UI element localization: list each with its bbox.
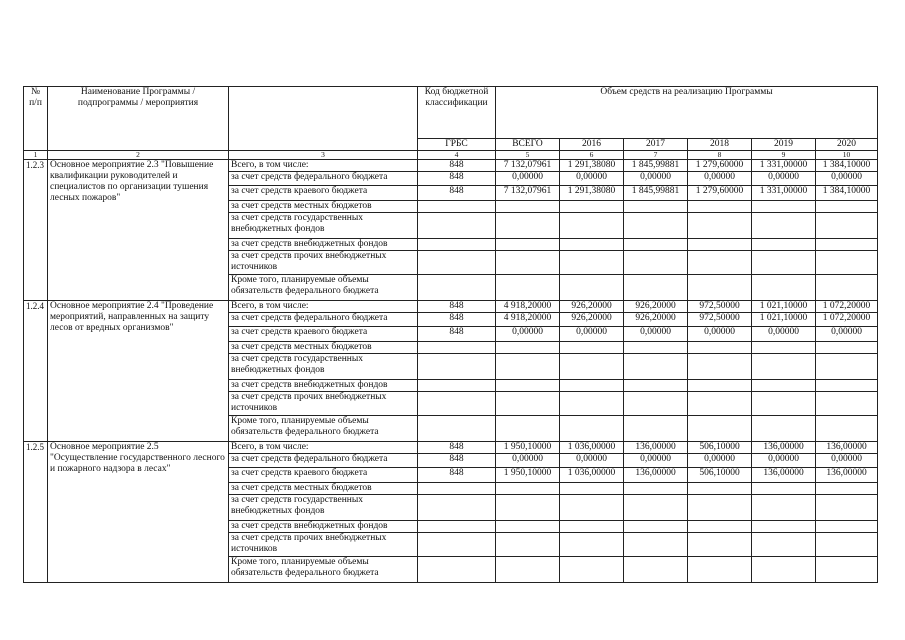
amount-cell (752, 380, 816, 392)
funding-source-label: за счет средств федерального бюджета (229, 172, 418, 186)
funding-source-label: за счет средств краевого бюджета (229, 327, 418, 342)
column-index: 6 (560, 151, 624, 160)
amount-cell (816, 275, 878, 301)
grbs-code-cell (418, 380, 496, 392)
amount-cell (560, 213, 624, 239)
amount-cell (816, 380, 878, 392)
grbs-code-cell (418, 416, 496, 442)
grbs-code-cell (418, 239, 496, 251)
grbs-code-cell: 848 (418, 160, 496, 172)
amount-cell: 0,00000 (688, 172, 752, 186)
section-number: 1.2.4 (24, 301, 48, 442)
amount-cell: 4 918,20000 (496, 313, 560, 327)
amount-cell (752, 201, 816, 213)
column-index: 7 (624, 151, 688, 160)
amount-cell (752, 495, 816, 521)
amount-cell (688, 495, 752, 521)
amount-cell (816, 342, 878, 354)
amount-cell (624, 521, 688, 533)
amount-cell: 0,00000 (688, 327, 752, 342)
amount-cell (560, 533, 624, 557)
amount-cell (752, 239, 816, 251)
header-year: 2017 (624, 139, 688, 151)
amount-cell (752, 557, 816, 583)
amount-cell (496, 521, 560, 533)
amount-cell (688, 557, 752, 583)
grbs-code-cell: 848 (418, 327, 496, 342)
grbs-code-cell: 848 (418, 442, 496, 454)
column-index: 2 (48, 151, 229, 160)
amount-cell: 136,00000 (752, 442, 816, 454)
amount-cell (624, 213, 688, 239)
amount-cell: 0,00000 (688, 454, 752, 468)
amount-cell (560, 251, 624, 275)
amount-cell: 1 950,10000 (496, 468, 560, 483)
amount-cell (624, 380, 688, 392)
amount-cell: 972,50000 (688, 301, 752, 313)
amount-cell (816, 251, 878, 275)
amount-cell (688, 275, 752, 301)
funding-source-label: за счет средств местных бюджетов (229, 483, 418, 495)
amount-cell: 1 845,99881 (624, 160, 688, 172)
grbs-code-cell (418, 251, 496, 275)
section-name: Основное мероприятие 2.4 "Проведение мероприятий, направленных на защиту лесов от вредных организмов" (48, 301, 229, 442)
budget-table (23, 86, 878, 583)
amount-cell (752, 416, 816, 442)
funding-source-label: за счет средств прочих внебюджетных источников (229, 392, 418, 416)
header-num: № п/п (24, 87, 48, 151)
amount-cell: 0,00000 (816, 172, 878, 186)
amount-cell (496, 213, 560, 239)
amount-cell (688, 239, 752, 251)
amount-cell (816, 521, 878, 533)
column-index: 10 (816, 151, 878, 160)
amount-cell (624, 201, 688, 213)
funding-source-label: за счет средств местных бюджетов (229, 342, 418, 354)
amount-cell (624, 533, 688, 557)
funding-source-label: за счет средств государственных внебюджетных фондов (229, 213, 418, 239)
header-year: 2018 (688, 139, 752, 151)
amount-cell (624, 275, 688, 301)
amount-cell (496, 201, 560, 213)
amount-cell: 1 072,20000 (816, 301, 878, 313)
amount-cell (816, 213, 878, 239)
amount-cell: 926,20000 (560, 313, 624, 327)
funding-source-label: за счет средств государственных внебюджетных фондов (229, 354, 418, 380)
amount-cell: 136,00000 (752, 468, 816, 483)
amount-cell (560, 380, 624, 392)
amount-cell (624, 416, 688, 442)
grbs-code-cell (418, 533, 496, 557)
funding-source-label: Всего, в том числе: (229, 160, 418, 172)
amount-cell: 0,00000 (560, 454, 624, 468)
amount-cell: 0,00000 (816, 454, 878, 468)
amount-cell (816, 495, 878, 521)
amount-cell (560, 239, 624, 251)
amount-cell (496, 251, 560, 275)
amount-cell: 1 021,10000 (752, 313, 816, 327)
amount-cell: 1 384,10000 (816, 186, 878, 201)
table-row (24, 301, 878, 313)
grbs-code-cell: 848 (418, 454, 496, 468)
amount-cell (560, 521, 624, 533)
amount-cell: 1 036,00000 (560, 442, 624, 454)
amount-cell: 1 950,10000 (496, 442, 560, 454)
amount-cell (688, 213, 752, 239)
amount-cell (496, 239, 560, 251)
section-name: Основное мероприятие 2.3 "Повышение квалификации руководителей и специалистов по организации тушения лесных пожаров" (48, 160, 229, 301)
amount-cell (816, 483, 878, 495)
amount-cell (816, 239, 878, 251)
amount-cell: 1 279,60000 (688, 160, 752, 172)
funding-source-label: за счет средств внебюджетных фондов (229, 380, 418, 392)
grbs-code-cell (418, 201, 496, 213)
amount-cell (624, 557, 688, 583)
amount-cell: 926,20000 (560, 301, 624, 313)
amount-cell (816, 354, 878, 380)
amount-cell: 1 021,10000 (752, 301, 816, 313)
section-number: 1.2.3 (24, 160, 48, 301)
amount-cell (560, 392, 624, 416)
funding-source-label: за счет средств прочих внебюджетных источников (229, 533, 418, 557)
grbs-code-cell (418, 483, 496, 495)
amount-cell (496, 392, 560, 416)
amount-cell (816, 416, 878, 442)
amount-cell (560, 201, 624, 213)
amount-cell: 1 279,60000 (688, 186, 752, 201)
amount-cell: 136,00000 (816, 468, 878, 483)
amount-cell: 0,00000 (496, 327, 560, 342)
grbs-code-cell (418, 342, 496, 354)
amount-cell: 7 132,07961 (496, 160, 560, 172)
funding-source-label: Кроме того, планируемые объемы обязательств федерального бюджета (229, 416, 418, 442)
amount-cell (752, 342, 816, 354)
amount-cell: 0,00000 (752, 327, 816, 342)
amount-cell (624, 251, 688, 275)
grbs-code-cell: 848 (418, 301, 496, 313)
funding-source-label: за счет средств государственных внебюджетных фондов (229, 495, 418, 521)
header-total: ВСЕГО (496, 139, 560, 151)
amount-cell (688, 521, 752, 533)
amount-cell: 1 331,00000 (752, 186, 816, 201)
funding-source-label: за счет средств прочих внебюджетных источников (229, 251, 418, 275)
table-row (24, 442, 878, 454)
amount-cell (688, 354, 752, 380)
grbs-code-cell: 848 (418, 172, 496, 186)
grbs-code-cell (418, 521, 496, 533)
section-number: 1.2.5 (24, 442, 48, 583)
amount-cell: 926,20000 (624, 313, 688, 327)
amount-cell: 0,00000 (560, 327, 624, 342)
amount-cell (688, 251, 752, 275)
amount-cell: 972,50000 (688, 313, 752, 327)
amount-cell: 1 291,38080 (560, 160, 624, 172)
grbs-code-cell: 848 (418, 313, 496, 327)
amount-cell (496, 483, 560, 495)
amount-cell (560, 495, 624, 521)
amount-cell (496, 342, 560, 354)
amount-cell: 1 331,00000 (752, 160, 816, 172)
amount-cell (496, 533, 560, 557)
amount-cell (688, 380, 752, 392)
amount-cell: 0,00000 (816, 327, 878, 342)
amount-cell (624, 495, 688, 521)
amount-cell (688, 342, 752, 354)
amount-cell (560, 354, 624, 380)
amount-cell: 7 132,07961 (496, 186, 560, 201)
amount-cell: 0,00000 (752, 172, 816, 186)
amount-cell (624, 342, 688, 354)
column-index: 5 (496, 151, 560, 160)
funding-source-label: Всего, в том числе: (229, 442, 418, 454)
amount-cell (496, 275, 560, 301)
amount-cell: 1 072,20000 (816, 313, 878, 327)
column-index: 9 (752, 151, 816, 160)
amount-cell: 0,00000 (624, 327, 688, 342)
amount-cell (688, 392, 752, 416)
amount-cell: 0,00000 (624, 454, 688, 468)
grbs-code-cell (418, 275, 496, 301)
amount-cell: 1 845,99881 (624, 186, 688, 201)
funding-source-label: за счет средств федерального бюджета (229, 454, 418, 468)
header-year: 2016 (560, 139, 624, 151)
amount-cell (688, 483, 752, 495)
table-body (24, 160, 878, 583)
amount-cell (560, 342, 624, 354)
amount-cell: 926,20000 (624, 301, 688, 313)
grbs-code-cell: 848 (418, 186, 496, 201)
funding-source-label: за счет средств местных бюджетов (229, 201, 418, 213)
grbs-code-cell (418, 354, 496, 380)
section-name: Основное мероприятие 2.5 "Осуществление государственного лесного и пожарного надзора в лесах" (48, 442, 229, 583)
amount-cell: 0,00000 (624, 172, 688, 186)
amount-cell (496, 495, 560, 521)
amount-cell: 1 036,00000 (560, 468, 624, 483)
column-index: 8 (688, 151, 752, 160)
grbs-code-cell (418, 213, 496, 239)
table-row (24, 160, 878, 172)
amount-cell (560, 416, 624, 442)
amount-cell (752, 533, 816, 557)
amount-cell (816, 557, 878, 583)
amount-cell (752, 483, 816, 495)
grbs-code-cell (418, 392, 496, 416)
amount-cell (688, 416, 752, 442)
amount-cell (496, 354, 560, 380)
amount-cell: 136,00000 (624, 442, 688, 454)
header-code: Код бюджетной классификации (418, 87, 496, 139)
amount-cell (624, 483, 688, 495)
funding-source-label: за счет средств внебюджетных фондов (229, 239, 418, 251)
funding-source-label: Кроме того, планируемые объемы обязательств федерального бюджета (229, 557, 418, 583)
amount-cell: 136,00000 (624, 468, 688, 483)
header-grbs: ГРБС (418, 139, 496, 151)
grbs-code-cell (418, 495, 496, 521)
funding-source-label: Всего, в том числе: (229, 301, 418, 313)
column-index: 3 (229, 151, 418, 160)
amount-cell (496, 416, 560, 442)
amount-cell (688, 201, 752, 213)
amount-cell (624, 392, 688, 416)
amount-cell: 1 291,38080 (560, 186, 624, 201)
grbs-code-cell (418, 557, 496, 583)
amount-cell (816, 392, 878, 416)
amount-cell: 0,00000 (752, 454, 816, 468)
amount-cell (816, 201, 878, 213)
amount-cell (560, 557, 624, 583)
column-index: 1 (24, 151, 48, 160)
amount-cell: 506,10000 (688, 468, 752, 483)
amount-cell (560, 275, 624, 301)
column-index: 4 (418, 151, 496, 160)
header-name: Наименование Программы / подпрограммы / мероприятия (48, 87, 229, 151)
amount-cell (752, 521, 816, 533)
amount-cell: 0,00000 (560, 172, 624, 186)
amount-cell (752, 354, 816, 380)
amount-cell (752, 213, 816, 239)
funding-source-label: за счет средств краевого бюджета (229, 468, 418, 483)
amount-cell: 4 918,20000 (496, 301, 560, 313)
amount-cell (816, 533, 878, 557)
funding-source-label: Кроме того, планируемые объемы обязательств федерального бюджета (229, 275, 418, 301)
amount-cell (496, 380, 560, 392)
amount-cell: 1 384,10000 (816, 160, 878, 172)
funding-source-label: за счет средств краевого бюджета (229, 186, 418, 201)
header-blank (229, 87, 418, 151)
amount-cell: 136,00000 (816, 442, 878, 454)
amount-cell (688, 533, 752, 557)
amount-cell: 506,10000 (688, 442, 752, 454)
header-year: 2020 (816, 139, 878, 151)
amount-cell (752, 275, 816, 301)
amount-cell (624, 354, 688, 380)
amount-cell: 0,00000 (496, 172, 560, 186)
amount-cell (496, 557, 560, 583)
funding-source-label: за счет средств федерального бюджета (229, 313, 418, 327)
funding-source-label: за счет средств внебюджетных фондов (229, 521, 418, 533)
header-year: 2019 (752, 139, 816, 151)
amount-cell (624, 239, 688, 251)
amount-cell (752, 392, 816, 416)
grbs-code-cell: 848 (418, 468, 496, 483)
amount-cell: 0,00000 (496, 454, 560, 468)
amount-cell (752, 251, 816, 275)
header-volume: Объем средств на реализацию Программы (496, 87, 878, 139)
amount-cell (560, 483, 624, 495)
